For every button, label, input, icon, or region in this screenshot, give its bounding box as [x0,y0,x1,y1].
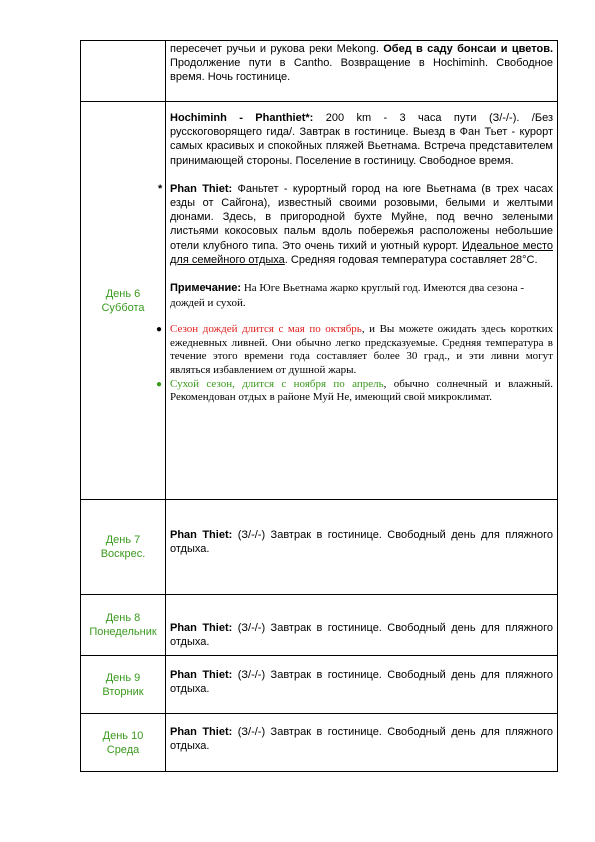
table-row [81,656,558,714]
paragraph: Phan Thiet: (З/-/-) Завтрак в гостинице. Свободный день для пляжного отдыха. [170,622,554,649]
day-label: День 10 [102,729,144,742]
itinerary-table [80,40,558,772]
description-cell [156,102,558,500]
description-cell [166,714,558,772]
note-paragraph: Примечание: На Юге Вьетнама жарко круглый год. Имеются два сезона - дождей и сухой. [170,282,524,309]
description-cell [166,595,558,656]
table-row [81,714,558,772]
weekday-label: Суббота [101,301,145,314]
day-label: День 8 [105,612,141,624]
bullet-icon: ● [156,324,163,336]
weekday-label: Вторник [102,685,144,698]
day-cell [81,102,166,500]
table-row [81,102,558,500]
day-cell [81,500,166,595]
day-label: День 9 [105,671,141,684]
description-cell [166,41,558,102]
description-cell [166,656,558,714]
weekday-label: Понедельник [89,626,157,638]
description-cell [166,500,558,595]
paragraph: Phan Thiet: (З/-/-) Завтрак в гостинице. Свободный день для пляжного отдыха. [170,669,554,696]
day-label: День 7 [105,534,141,546]
paragraph: Phan Thiet: (З/-/-) Завтрак в гостинице. Свободный день для пляжного отдыха. [170,726,554,753]
route-title: Hochiminh - Phanthiet*: [170,112,314,124]
list-item: ● Сезон дождей длится с мая по октябрь, и Вы можете ожидать здесь коротких ежедневных ливней. Они обычно легко предсказуемые. Средняя температура в течение этого времени года составляет более 30 град., и эти ливни могут являться избавлением от душной жары. [156,323,553,376]
note-label: Примечание: [170,282,242,295]
table-row [81,500,558,595]
day-label: День 6 [105,287,141,300]
list-item: ● Сухой сезон, длится с ноября по апрель, обычно солнечный и влажный. Рекомендован отдых в районе Муй Не, имеющий свой микроклимат. [156,377,553,404]
season-list [156,323,553,405]
list-item: * Phan Thiet: Фаньтет - курортный город на юге Вьетнама (в трех часах езды от Сайгона), известный своими розовыми, белыми и желтыми дюнами. Здесь, в пригородной бухте Муйне, под вечно зелеными листьями кокосовых пальм вдоль побережья расположены небольшие отели клубного типа. Это очень тихий и уютный курорт. Идеальное место для семейного отдыха. Средняя годовая температура составляет 28°C. [158,182,554,266]
day-cell [81,595,166,656]
day-cell-empty [81,41,166,102]
table-row [81,595,558,656]
bullet-icon: ● [156,378,163,390]
weekday-label: Среда [106,743,140,756]
asterisk-icon: * [158,182,163,195]
highlight-list [158,182,554,267]
table-row [81,41,558,102]
day-cell [81,656,166,714]
weekday-label: Воскрес. [100,548,146,560]
paragraph: Hochiminh - Phanthiet*: 200 km - 3 часа пути (З/-/-). /Без русскоговорящего гида/. Завтрак в гостинице. Выезд в Фан Тьет - курорт самых красивых и спокойных пляжей Вьетнама. Встреча представителем принимающей стороны. Поселение в гостиницу. Свободное время. [170,112,553,167]
paragraph: пересечет ручьи и рукова реки Mekong. Обед в саду бонсаи и цветов. Продолжение пути в Cantho. Возвращение в Hochiminh. Свободное время. Ночь гостинице. [170,43,554,84]
paragraph: Phan Thiet: (З/-/-) Завтрак в гостинице. Свободный день для пляжного отдыха. [170,529,554,556]
day-cell [81,714,166,772]
